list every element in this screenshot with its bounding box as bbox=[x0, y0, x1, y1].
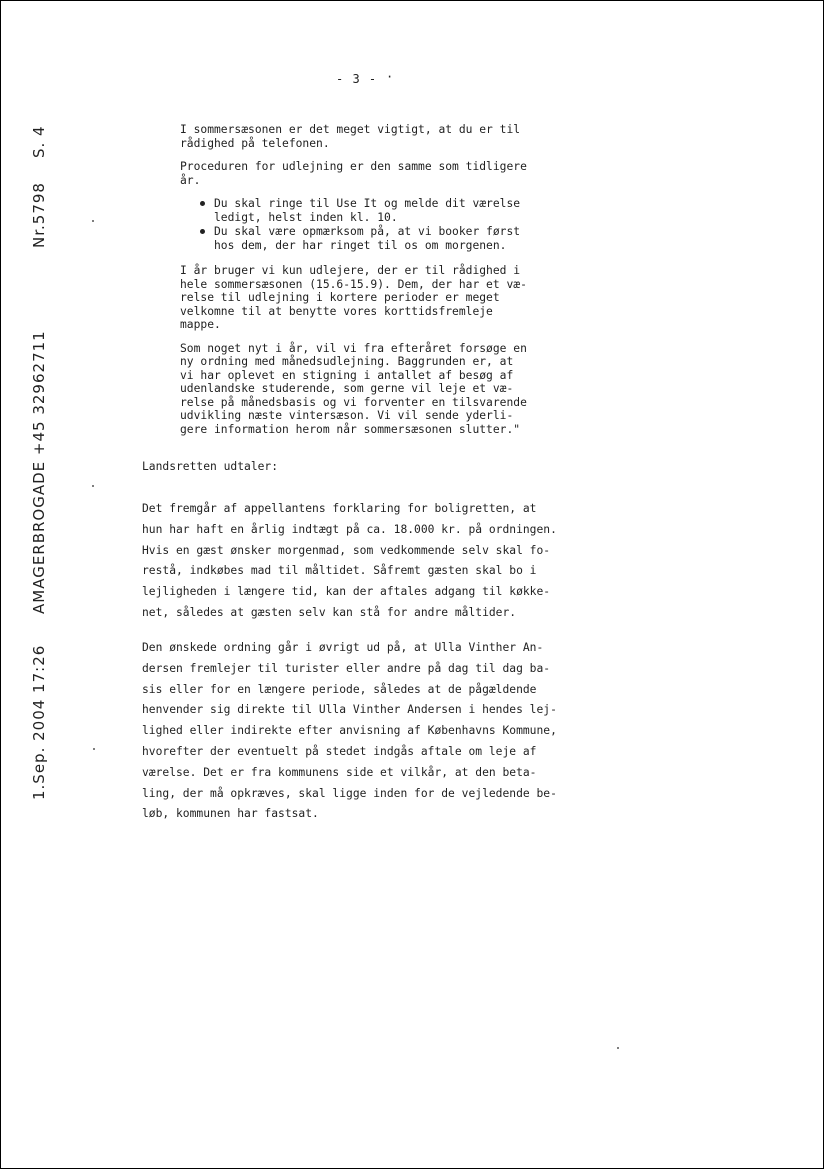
fax-sender-phone: AMAGERBROGADE +45 32962711 bbox=[30, 330, 48, 614]
page-mark: · bbox=[386, 70, 394, 84]
scan-speck bbox=[93, 748, 95, 750]
bullet-icon bbox=[200, 229, 205, 234]
list-item bbox=[180, 197, 560, 224]
section-heading: Landsretten udtaler: bbox=[142, 460, 279, 473]
scan-speck bbox=[92, 485, 94, 487]
page-number: - 3 - bbox=[336, 72, 378, 86]
list-item bbox=[180, 225, 560, 252]
fax-datetime: 1.Sep. 2004 17:26 bbox=[30, 644, 48, 800]
quote-paragraph: I år bruger vi kun udlejere, der er til rådighed i hele sommersæsonen (15.6-15.9). Dem, der har et væ- relse til udlejning i kortere perioder er meget velkomne til at benytte vores korttidsfremleje mappe. bbox=[180, 264, 527, 331]
quote-paragraph: Som noget nyt i år, vil vi fra efteråret forsøge en ny ordning med månedsudlejning. Baggrunden er, at vi har oplevet en stigning i antallet af besøg af udenlandske studerende, som gerne vil leje et væ- relse på månedsbasis og vi forventer en tilsvarende udvikling næste vintersæson. Vi vil sende yderli- gere information herom når sommersæsonen slutter." bbox=[180, 341, 527, 436]
quote-paragraph: Proceduren for udlejning er den samme som tidligere år. bbox=[180, 160, 527, 187]
body-paragraph: Den ønskede ordning går i øvrigt ud på, at Ulla Vinther An- dersen fremlejer til turister eller andre på dag til dag ba- sis eller for en længere periode, således at de pågældende henvender sig direkte til Ulla Vinther Andersen i hendes lej- lighed eller indirekte efter anvisning af Københavns Kommune, hvorefter der eventuelt på stedet indgås aftale om leje af værelse. Det er fra kommunens side et vilkår, at den beta- ling, der må opkræves, skal ligge inden for de vejledende be- løb, kommunen har fastsat. bbox=[142, 641, 557, 821]
fax-header-strip bbox=[20, 0, 60, 1169]
list-item-text: Du skal ringe til Use It og melde dit værelse ledigt, helst inden kl. 10. bbox=[214, 197, 521, 224]
body-paragraph: Det fremgår af appellantens forklaring for boligretten, at hun har haft en årlig indtægt på ca. 18.000 kr. på ordningen. Hvis en gæst ønsker morgenmad, som vedkommende selv skal fo- restå, indkøbes mad til måltidet. Såfremt gæsten skal bo i lejligheden i længere tid, kan der aftales adgang til køkke- net, således at gæsten selv kan stå for andre måltider. bbox=[142, 502, 557, 619]
fax-page-label: S. 4 bbox=[30, 125, 48, 158]
quote-bullet-list bbox=[180, 197, 560, 252]
quote-paragraph: I sommersæsonen er det meget vigtigt, at du er til rådighed på telefonen. bbox=[180, 123, 521, 150]
quoted-letter bbox=[180, 123, 560, 446]
fax-number: Nr.5798 bbox=[30, 182, 48, 248]
scan-speck bbox=[92, 220, 94, 222]
bullet-icon bbox=[200, 201, 205, 206]
scan-speck bbox=[617, 1047, 619, 1049]
list-item-text: Du skal være opmærksom på, at vi booker først hos dem, der har ringet til os om morgenen. bbox=[214, 225, 521, 252]
